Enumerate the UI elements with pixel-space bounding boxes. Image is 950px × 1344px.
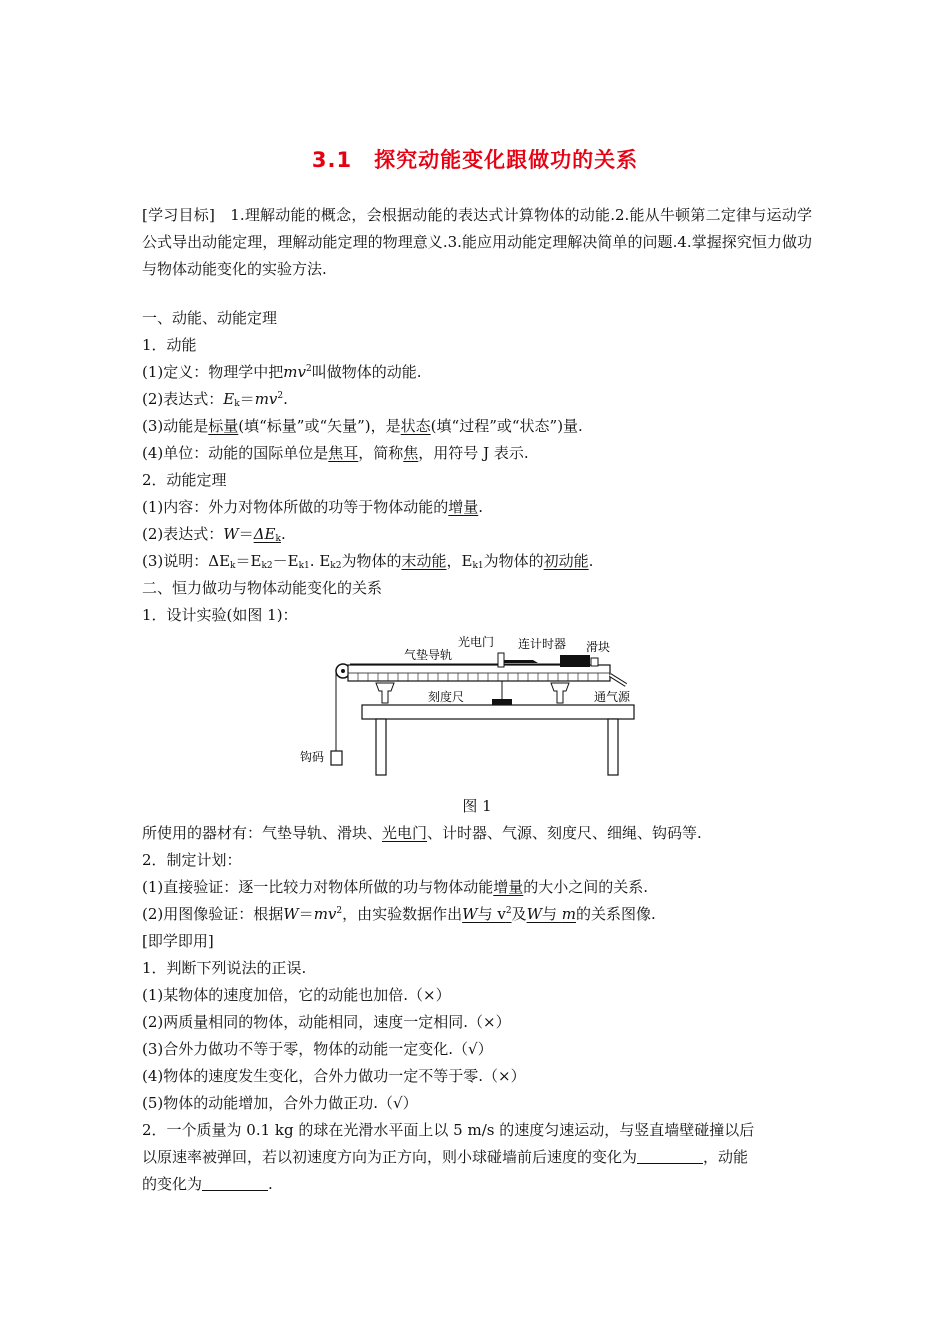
document-body [142,202,812,1198]
text: 的变化为 [142,1175,203,1193]
text: (1)直接验证：逐一比较力对物体所做的功与物体动能 [142,878,494,896]
answer-blank-velocity[interactable] [637,1149,703,1164]
pulley-axle [341,669,345,673]
superscript: 2 [336,906,343,916]
photogate [498,653,504,667]
answer-underlined: W [462,905,478,923]
subscript: k2 [261,561,273,571]
practice-q2-line1: 2．一个质量为 0.1 kg 的球在光滑水平面上以 5 m/s 的速度匀速运动，与竖直墙壁碰撞以后 [142,1121,755,1139]
judgement-item: (5)物体的动能增加，合外力做正功.（√） [142,1094,418,1112]
table-leg-right [608,719,618,775]
theorem-content [142,494,812,521]
answer-underlined: 与 v [477,905,506,923]
answer-underlined: 标量 [208,417,239,435]
text: 为物体的 [483,552,544,570]
formula-mv: mv [254,390,278,408]
text: . [283,390,288,408]
text: ，用符号 J 表示. [418,444,529,462]
hook-weight [331,751,342,765]
subscript: k1 [298,561,310,571]
text: . E [309,552,331,570]
answer-underlined: 状态 [400,417,431,435]
text: 叫做物体的动能. [311,363,422,381]
formula-e: E [223,390,235,408]
label-air-source: 通气源 [594,690,631,704]
text: ，E [446,552,473,570]
answer-underlined: 焦 [403,444,419,462]
answer-underlined: 焦耳 [328,444,359,462]
figure-caption: 图 1 [462,797,492,815]
text: 所使用的器材有：气垫导轨、滑块、 [142,824,383,842]
support-left [376,683,394,703]
section1-sub1: 1．动能 [142,336,197,354]
support-right [551,683,569,703]
text: 、计时器、气源、刻度尺、细绳、钩码等. [427,824,702,842]
subscript: k [234,399,240,409]
answer-underlined: 末动能 [401,552,447,570]
text: (3)说明：ΔE [142,552,231,570]
text: ＝ [298,905,314,923]
text: (2)表达式： [142,390,224,408]
answer-underlined: m [561,905,576,923]
text: 的关系图像. [576,905,656,923]
plan-graph [142,901,812,928]
label-photogate: 光电门 [458,635,495,649]
equipment-list [142,820,812,847]
label-air-track: 气垫导轨 [404,648,453,662]
slider-block [560,655,590,667]
formula-w: W [223,525,239,543]
objectives-text: 1.理解动能的概念，会根据动能的表达式计算物体的动能.2.能从牛顿第二定律与运动学公式导出动能定理，理解动能定理的物理意义.3.能应用动能定理解决简单的问题.4.掌握探究恒力做功与物体动能变化的实验方法. [142,206,812,278]
text: 以原速率被弹回，若以初速度方向为正方向，则小球碰墙前后速度的变化为 [142,1148,638,1166]
answer-underlined: W [526,905,542,923]
section2-heading: 二、恒力做功与物体动能变化的关系 [142,579,383,597]
formula-mv: mv [283,363,306,381]
text: ，由实验数据作出 [342,905,463,923]
text: . [268,1175,273,1193]
answer-underlined: 增量 [448,498,479,516]
experiment-figure [142,633,812,793]
plan-direct [142,874,812,901]
text: . [280,525,286,543]
text: 的大小之间的关系. [523,878,649,896]
subscript: k2 [330,561,342,571]
text: (2)用图像验证：根据 [142,905,284,923]
label-slider: 滑块 [586,640,611,654]
answer-underlined: 与 [541,905,562,923]
objectives-label: [学习目标] [142,206,215,224]
subscript: k [275,534,281,544]
judgement-item: (1)某物体的速度加倍，它的动能也加倍.（×） [142,986,451,1004]
photogate-cable [504,660,538,663]
text: . [478,498,484,516]
slider-flag [591,658,598,666]
page-title: 3.1 探究动能变化跟做功的关系 [311,148,639,172]
superscript: 2 [505,906,512,916]
text: (2)表达式： [142,525,224,543]
label-timer: 连计时器 [518,637,567,651]
answer-underlined: 增量 [493,878,524,896]
superscript: 2 [305,364,312,374]
answer-underlined: 光电门 [382,824,428,842]
answer-underlined: ΔE [253,525,276,543]
theorem-expression [142,521,812,548]
text: . [588,552,594,570]
answer-blank-energy[interactable] [202,1176,268,1191]
text: 及 [511,905,527,923]
air-track-diagram [298,633,638,785]
text: ＝ [239,390,255,408]
table-top [362,705,634,719]
text: (4)单位：动能的国际单位是 [142,444,329,462]
text: ，简称 [358,444,404,462]
text: (3)动能是 [142,417,209,435]
label-weight: 钩码 [300,750,325,764]
section1-heading: 一、动能、动能定理 [142,309,278,327]
practice-label: [即学即用] [142,932,214,950]
formula-mv: mv [313,905,337,923]
formula-w: W [283,905,299,923]
judgement-item: (3)合外力做功不等于零，物体的动能一定变化.（√） [142,1040,493,1058]
superscript: 2 [277,391,284,401]
ruler-base [492,699,512,705]
text: ＝ [238,525,254,543]
text: (1)定义：物理学中把 [142,363,284,381]
judgement-item: (4)物体的速度发生变化，合外力做功一定不等于零.（×） [142,1067,526,1085]
theorem-note [142,548,812,575]
text: (填“标量”或“矢量”)，是 [238,417,401,435]
text: ，动能 [703,1148,749,1166]
label-ruler: 刻度尺 [428,690,465,704]
judgement-item: (2)两质量相同的物体，动能相同，速度一定相同.（×） [142,1013,511,1031]
kinetic-energy-scalar [142,413,812,440]
kinetic-energy-definition [142,359,812,386]
practice-q2-line2 [142,1144,812,1171]
section2-sub1: 1．设计实验(如图 1)： [142,606,298,624]
section2-sub2: 2．制定计划： [142,851,242,869]
text: －E [272,552,299,570]
section1-sub2: 2．动能定理 [142,471,227,489]
text: (1)内容：外力对物体所做的功等于物体动能的 [142,498,449,516]
subscript: k1 [472,561,484,571]
text: ＝E [235,552,262,570]
practice-q1: 1．判断下列说法的正误. [142,959,307,977]
answer-underlined: 初动能 [543,552,589,570]
kinetic-energy-expression [142,386,812,413]
practice-q2-line3 [142,1171,812,1198]
table-leg-left [376,719,386,775]
text: (填“过程”或“状态”)量. [430,417,583,435]
kinetic-energy-unit [142,440,812,467]
subscript: k [230,561,236,571]
learning-objectives [142,202,812,283]
text: 为物体的 [341,552,402,570]
